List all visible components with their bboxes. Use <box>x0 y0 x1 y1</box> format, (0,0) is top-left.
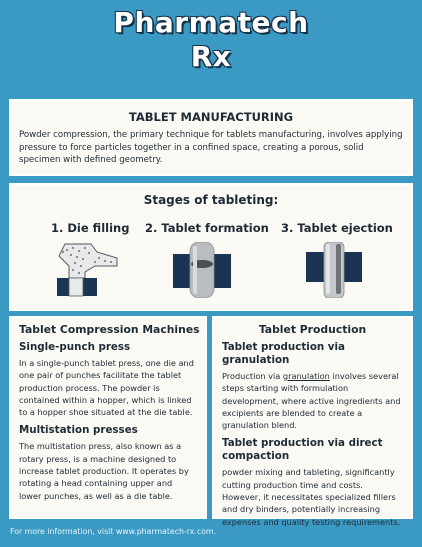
granulation-text-after: involves several steps starting with formulation development, where active ingredients and excipients are blended to create a granulation blend. <box>222 371 401 431</box>
die-filling-illustration <box>51 242 121 298</box>
brand-title-line2: Rx <box>190 40 232 73</box>
tablet-ejection-illustration <box>304 242 364 298</box>
punch-shadow <box>336 244 341 294</box>
hopper-shape <box>59 244 117 278</box>
punch-highlight <box>193 246 197 294</box>
die-right-block <box>83 278 97 296</box>
intro-title: TABLET MANUFACTURING <box>128 110 294 124</box>
tablet-production-panel <box>212 316 413 527</box>
compression-machines-title: Tablet Compression Machines <box>19 323 200 336</box>
die-left-block <box>57 278 69 296</box>
granulation-title: Tablet production via granulation <box>222 341 345 366</box>
brand-title <box>0 6 422 74</box>
granulation-link[interactable]: granulation <box>282 371 330 381</box>
stage-label-tablet-formation: 2. Tablet formation <box>145 221 269 235</box>
single-punch-text: In a single-punch tablet press, one die and one pair of punches facilitate the tablet production process. The powder is contained within a hopper, which is linked to a hopper shoe situated at the die table. <box>19 358 194 418</box>
direct-compaction-title: Tablet production via direct compaction <box>222 437 383 463</box>
single-punch-title: Single-punch press <box>19 341 131 353</box>
direct-compaction-text: powder mixing and tableting, significantly cutting production time and costs. However, it necessitates specialized fillers and dry binders, potentially increasing expenses and quality testing requirements. <box>222 467 401 527</box>
stage-label-tablet-ejection: 3. Tablet ejection <box>281 221 393 235</box>
multistation-text: The multistation press, also known as a rotary press, is a machine designed to increase tablet production. It operates by rotating a head containing upper and lower punches, as well as a die table. <box>19 441 189 501</box>
stage-label-die-filling: 1. Die filling <box>51 221 130 235</box>
multistation-title: Multistation presses <box>19 424 138 437</box>
footer-text: For more information, visit www.pharmatech-rx.com. <box>10 527 216 536</box>
intro-panel <box>9 99 413 176</box>
granulation-text <box>214 370 411 431</box>
tablet-production-title: Tablet Production <box>258 323 367 336</box>
die-cavity <box>69 278 83 296</box>
granulation-text-before: Production via <box>222 371 283 381</box>
stages-panel <box>9 183 413 311</box>
punch-highlight <box>326 244 330 294</box>
tablet-formation-illustration <box>171 242 233 298</box>
intro-text: Powder compression, the primary technique for tablets manufacturing, involves applying pressure to force particles together in a confined space, creating a porous, solid specimen with defined geometry. <box>19 130 403 165</box>
stages-title: Stages of tableting: <box>143 193 279 207</box>
compression-machines-panel <box>9 316 207 519</box>
brand-title-line1: Pharmatech <box>113 6 309 39</box>
